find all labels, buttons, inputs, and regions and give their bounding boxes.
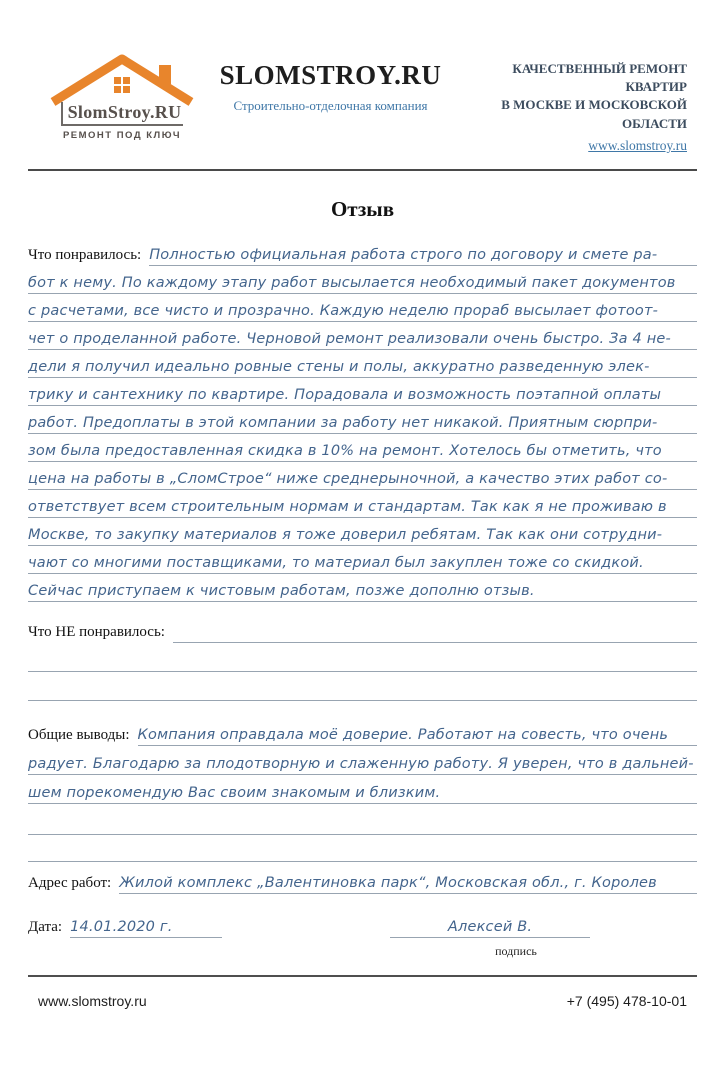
conclusions-section [28, 717, 697, 862]
disliked-label: Что НЕ понравилось: [28, 623, 165, 640]
header-right [455, 50, 687, 155]
signature-caption: подпись [495, 943, 537, 958]
header-center [206, 50, 455, 114]
handwriting-line: Сейчас приступаем к чистовым работам, позже дополню отзыв. [28, 582, 535, 599]
handwriting-line: чет о проделанной работе. Черновой ремонт реализовали очень быстро. За 4 не- [28, 330, 671, 347]
signature-block [390, 918, 590, 938]
signature-value: Алексей В. [447, 918, 533, 935]
signature-caption-row [28, 938, 697, 959]
logo-name: SlomStroy.RU [61, 102, 184, 126]
company-subtitle: Строительно-отделочная компания [233, 98, 428, 113]
handwriting-line: дели я получил идеально ровные стены и полы, аккуратно разведенную элек- [28, 358, 650, 375]
blank-line [28, 832, 697, 835]
handwriting-line: радует. Благодарю за плодотворную и слаженную работу. Я уверен, что в дальней- [28, 755, 694, 772]
address-label: Адрес работ: [28, 874, 112, 891]
logo-tagline: РЕМОНТ ПОД КЛЮЧ [62, 130, 182, 141]
conclusions-label: Общие выводы: [28, 726, 130, 743]
handwriting-line: цена на работы в „СломСтрое“ ниже среднерыночной, а качество этих работ со- [28, 470, 668, 487]
company-logo [38, 50, 206, 141]
handwriting-line: шем порекомендую Вас своим знакомым и близким. [28, 784, 441, 801]
handwriting-line: Москве, то закупку материалов я тоже доверил ребятам. Так как они сотрудни- [28, 526, 663, 543]
blank-line [173, 640, 697, 643]
header-website-link[interactable]: www.slomstroy.ru [588, 137, 687, 153]
handwriting-line: работ. Предоплаты в этой компании за работу нет никакой. Приятным сюрпри- [28, 414, 658, 431]
handwriting-line: трику и сантехнику по квартире. Порадовала и возможность поэтапной оплаты [28, 386, 662, 403]
blank-line [28, 698, 697, 701]
handwriting-line: с расчетами, все чисто и прозрачно. Каждую неделю прораб высылает фотоот- [28, 302, 659, 319]
blank-line [28, 859, 697, 862]
blank-line [28, 669, 697, 672]
header-tagline-line1: КАЧЕСТВЕННЫЙ РЕМОНТ КВАРТИР [512, 61, 687, 95]
disliked-section [28, 614, 697, 701]
footer-phone: +7 (495) 478-10-01 [566, 993, 687, 1009]
liked-section [28, 238, 697, 602]
page-header [28, 50, 697, 171]
handwriting-line: бот к нему. По каждому этапу работ высылается необходимый пакет документов [28, 274, 676, 291]
liked-label: Что понравилось: [28, 246, 142, 263]
handwriting-line: чают со многими поставщиками, то материал был закуплен тоже со скидкой. [28, 554, 644, 571]
date-signature-row [28, 908, 697, 938]
handwriting-line: Компания оправдала моё доверие. Работают на совесть, что очень [137, 726, 669, 743]
address-section [28, 864, 697, 894]
house-roof-icon [38, 50, 206, 108]
company-title: SLOMSTROY.RU [219, 60, 442, 90]
handwriting-line: ответствует всем строительным нормам и стандартам. Так как я не проживаю в [28, 498, 667, 515]
header-tagline-line2: В МОСКВЕ И МОСКОВСКОЙ ОБЛАСТИ [501, 97, 687, 131]
handwriting-line: зом была предоставленная скидка в 10% на ремонт. Хотелось бы отметить, что [28, 442, 662, 459]
page-footer [28, 975, 697, 1009]
handwriting-line: Полностью официальная работа строго по договору и смете ра- [149, 246, 658, 263]
address-value: Жилой комплекс „Валентиновка парк“, Московская обл., г. Королев [119, 874, 657, 891]
page-title: Отзыв [330, 196, 395, 221]
date-label: Дата: [28, 918, 63, 935]
date-value: 14.01.2020 г. [70, 918, 173, 935]
footer-website: www.slomstroy.ru [38, 993, 147, 1009]
